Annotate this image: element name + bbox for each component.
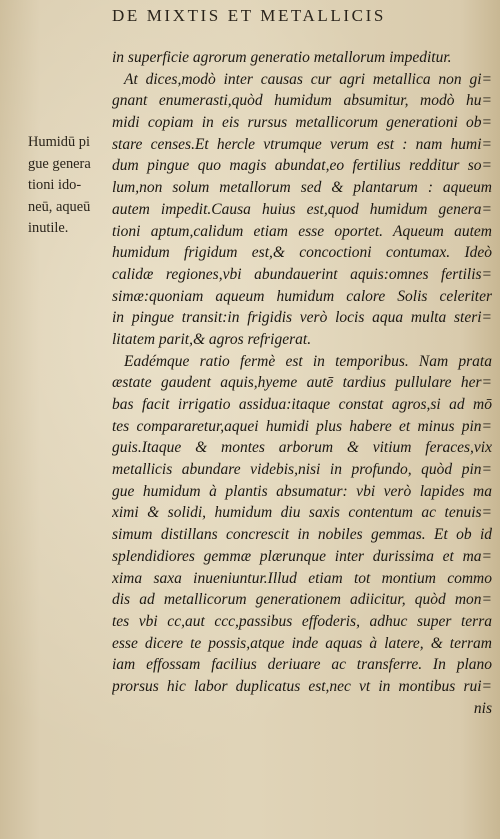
- text-line: simæ:quoniam aqueum humidum calore Solis celeriter: [112, 287, 492, 305]
- text-line: nis: [473, 699, 492, 717]
- text-line: Eadémque ratio fermè est in temporibus. Nam prata: [124, 352, 492, 370]
- text-line: calidæ regiones,vbi abundauerint aquis:omnes fertilis=: [112, 265, 492, 283]
- text-line: litatem parit,& agros refrigerat.: [112, 330, 312, 348]
- text-line: gue humidum à plantis absumatur: vbi verò lapides ma: [112, 482, 492, 500]
- text-line: tes vbi cc,aut ccc,passibus effoderis, adhuc super terra: [112, 612, 492, 630]
- text-line: ximi & solidi, humidum diu saxis contentum ac tenuis=: [112, 504, 492, 522]
- text-line: dis ad metallicorum generationem adiicitur, quòd mon=: [112, 591, 492, 609]
- margin-note-line: Humidū pi: [28, 134, 90, 150]
- text-line: At dices,modò inter causas cur agri metallica non gi=: [124, 70, 492, 88]
- text-line: bas facit irrigatio assidua:itaque constat agros,si ad mō: [112, 396, 492, 413]
- margin-note-line: neū, aqueū: [28, 198, 91, 215]
- margin-note-line: tioni ido-: [28, 177, 82, 193]
- text-line: æstate gaudent aquis,hyeme autē tardius pullulare her=: [112, 374, 492, 392]
- text-line: midi copiam in eis rursus metallicorum generationi ob=: [112, 114, 492, 132]
- text-line: stare censes.Et hercle vtrumque verum est : nam humi=: [112, 135, 492, 153]
- text-line: esse dicere te possis,atque inde aquas à latere, & terram: [112, 634, 492, 652]
- text-line: tes compararetur,aquei humidi plus habere et minus pin=: [112, 417, 492, 435]
- running-head: DE MIXTIS ET METALLICIS: [112, 6, 386, 25]
- text-line: splendidiores gemmæ plærunque inter durissima et ma=: [112, 547, 492, 565]
- text-line: dum pingue quo magis abundat,eo fertilius redditur so=: [112, 157, 492, 175]
- text-line: iam effossam facilius deriuare ac transferre. In plano: [112, 656, 492, 674]
- text-line: in pingue transit:in frigidis verò locis aqua multa steri=: [112, 309, 492, 327]
- margin-note: [28, 132, 110, 240]
- text-line: xima saxa inueniuntur.Illud etiam tot montium commo: [112, 569, 492, 587]
- text-line: in superficie agrorum generatio metallorum impeditur.: [112, 49, 452, 66]
- text-line: gnant enumerasti,quòd humidum absumitur, modò hu=: [112, 92, 492, 110]
- body-text: [112, 47, 492, 719]
- text-line: guis.Itaque & montes arborum & vitium feraces,vix: [112, 439, 492, 457]
- text-line: prorsus hic labor duplicatus est,nec vt in montibus rui=: [112, 677, 492, 695]
- margin-note-line: inutile.: [28, 220, 69, 236]
- text-line: tioni aptum,calidum etiam esse oportet. Aqueum autem: [112, 222, 492, 240]
- margin-note-line: gue genera: [28, 155, 91, 172]
- text-line: humidum frigidum est,& concoctioni contumax. Ideò: [112, 244, 492, 262]
- text-line: autem impedit.Causa huius est,quod humidum genera=: [112, 200, 492, 218]
- text-line: simum distillans concrescit in nobiles gemmas. Et ob id: [112, 526, 492, 544]
- text-line: lum,non solum metallorum sed & plantarum : aqueum: [112, 179, 492, 197]
- text-line: metallicis abundare videbis,nisi in profundo, quòd pin=: [112, 461, 492, 479]
